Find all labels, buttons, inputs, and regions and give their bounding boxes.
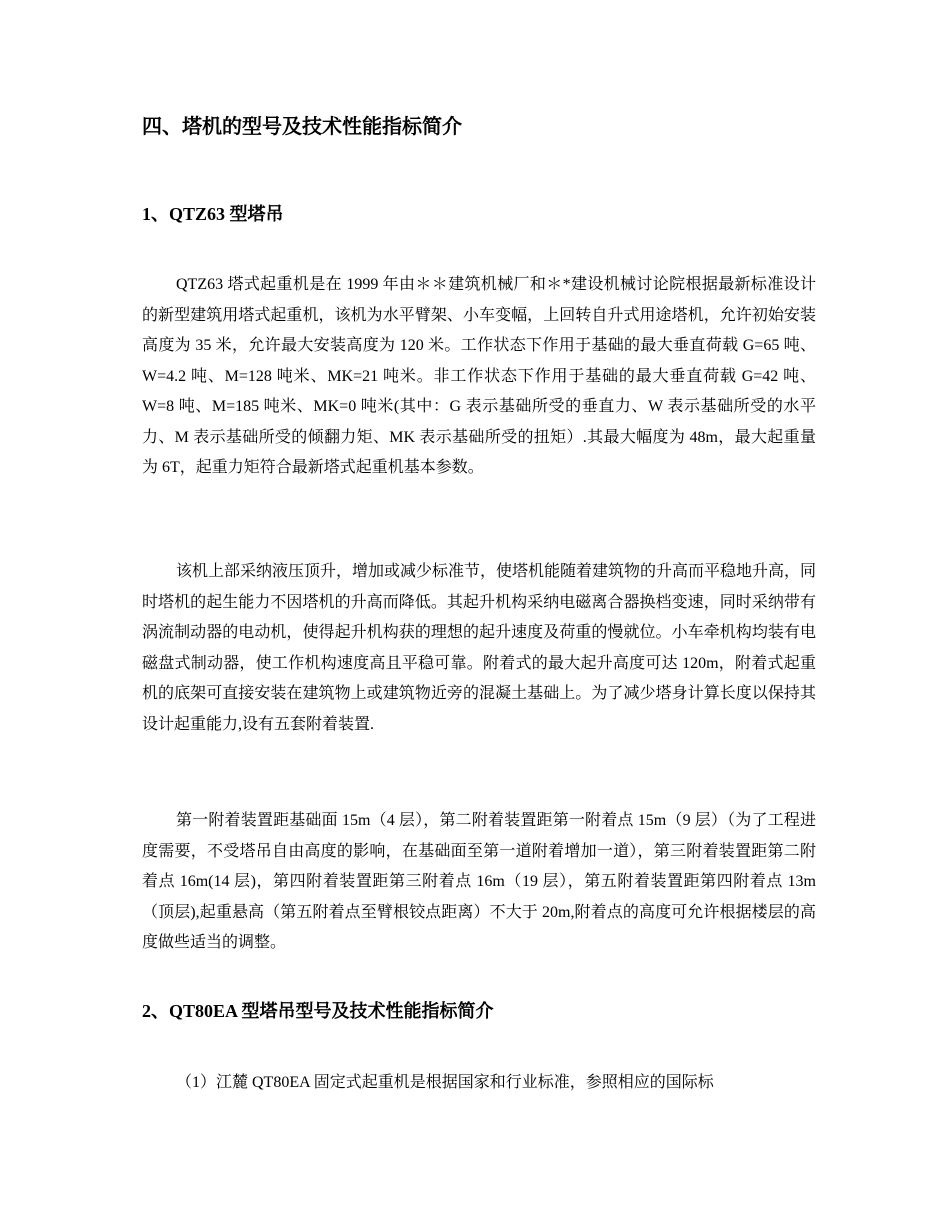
- subsection-title-qt80ea: 2、QT80EA 型塔吊型号及技术性能指标简介: [142, 1001, 494, 1021]
- paragraph-qtz63-attachments: 第一附着装置距基础面 15m（4 层），第二附着装置距第一附着点 15m（9 层）（为了工程进度需要，不受塔吊自由高度的影响，在基础面至第一道附着增加一道），第三附着装置距第二附着点 16m(14 层)，第四附着装置距第三附着点 16m（19 层），第五附着装置距第四附着点 13m（顶层),起重悬高（第五附着点至臂根铰点距离）不大于 20m,附着点的高度可允许根据楼层的高度做些适当的调整。: [142, 812, 816, 951]
- section-title: 四、塔机的型号及技术性能指标简介: [142, 116, 462, 138]
- subsection-title-qtz63: 1、QTZ63 型塔吊: [142, 204, 284, 224]
- paragraph-qtz63-hydraulic: 该机上部采纳液压顶升，增加或减少标准节，使塔机能随着建筑物的升高而平稳地升高，同时塔机的起生能力不因塔机的升高而降低。其起升机构采纳电磁离合器换档变速，同时采纳带有涡流制动器的电动机，使得起升机构获的理想的起升速度及荷重的慢就位。小车牵机构均装有电磁盘式制动器，使工作机构速度高且平稳可靠。附着式的最大起升高度可达 120m，附着式起重机的底架可直接安装在建筑物上或建筑物近旁的混凝土基础上。为了减少塔身计算长度以保持其设计起重能力,设有五套附着装置.: [142, 563, 817, 733]
- paragraph-qtz63-overview: QTZ63 塔式起重机是在 1999 年由＊＊建筑机械厂和＊*建设机械讨论院根据最新标准设计的新型建筑用塔式起重机，该机为水平臂架、小车变幅，上回转自升式用途塔机，允许初始安装高度为 35 米，允许最大安装高度为 120 米。工作状态下作用于基础的最大垂直荷载 G=65 吨、W=4.2 吨、M=128 吨米、MK=21 吨米。非工作状态下作用于基础的最大垂直荷载 G=42 吨、W=8 吨、M=185 吨米、MK=0 吨米(其中：G 表示基础所受的垂直力、W 表示基础所受的水平力、M 表示基础所受的倾翻力矩、MK 表示基础所受的扭矩）.其最大幅度为 48m，最大起重量为 6T，起重力矩符合最新塔式起重机基本参数。: [142, 276, 816, 476]
- paragraph-qt80ea-intro: （1）江麓 QT80EA 固定式起重机是根据国家和行业标准，参照相应的国际标: [176, 1074, 714, 1091]
